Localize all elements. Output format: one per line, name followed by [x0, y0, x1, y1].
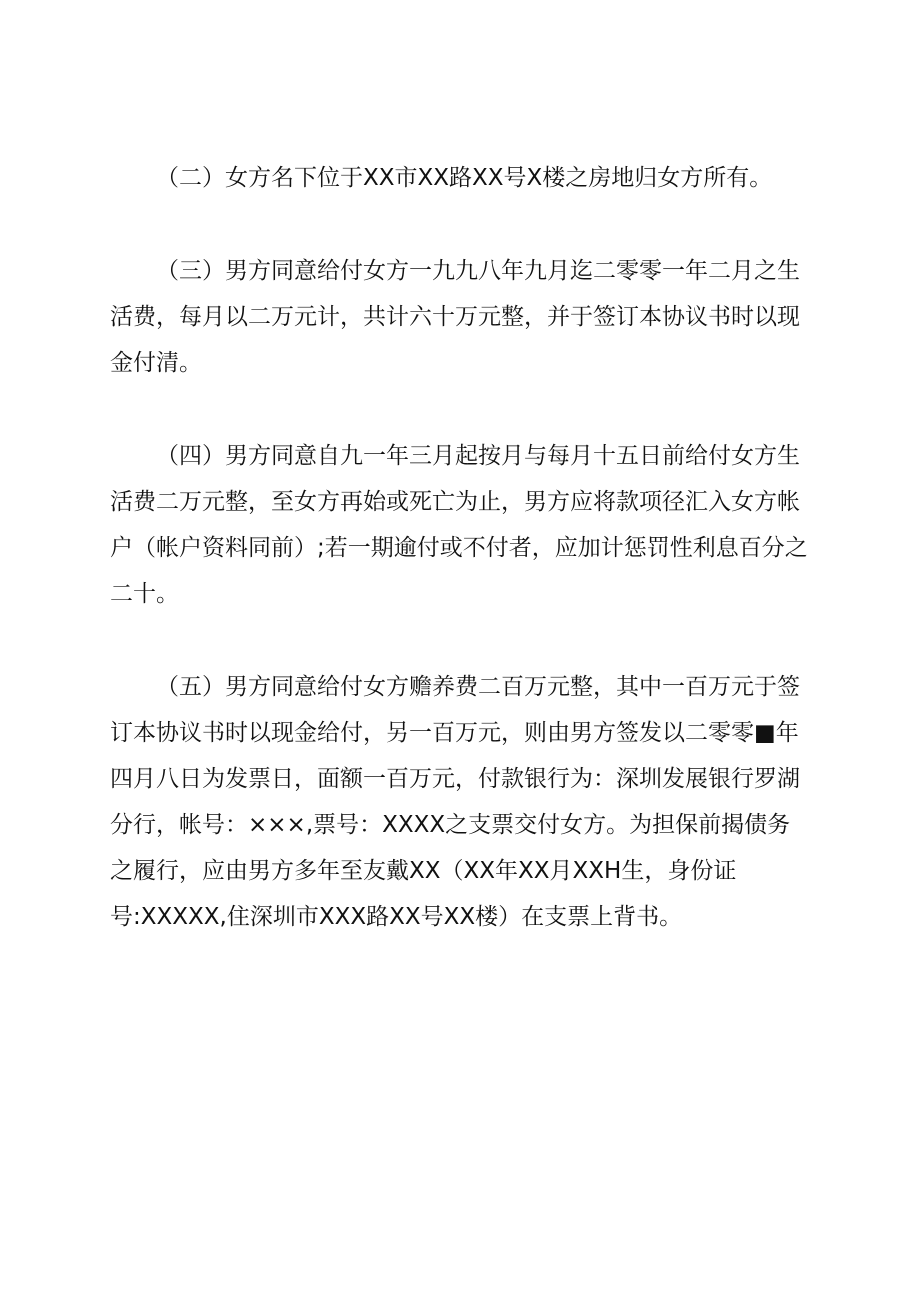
- clause-4-paragraph: [110, 433, 820, 617]
- clause-5-line: 号:XXXXX,住深圳市XXX路XX号XX楼）在支票上背书。: [110, 904, 683, 930]
- clause-2-line: （二）女方名下位于XX市XX路XX号X楼之房地归女方所有。: [156, 165, 773, 191]
- clause-3-paragraph: [110, 248, 820, 386]
- clause-4-line: 二十。: [110, 581, 179, 607]
- clause-4-line: 活费二万元整，至女方再始或死亡为止，男方应将款项径汇入女方帐: [110, 489, 800, 515]
- clause-5-line: 之履行，应由男方多年至友戴XX（XX年XX月XXH生，身份证: [110, 858, 737, 884]
- clause-4-line: 户（帐户资料同前）;若一期逾付或不付者，应加计惩罚性利息百分之: [110, 535, 808, 561]
- clause-5-line: 分行，帐号：×××,票号：XXXX之支票交付女方。为担保前揭债务: [110, 812, 791, 838]
- clause-3-line: （三）男方同意给付女方一九九八年九月迄二零零一年二月之生: [156, 258, 800, 284]
- clause-5-paragraph: [110, 664, 820, 940]
- clause-5-line: 订本协议书时以现金给付，另一百万元，则由男方签发以二零零■年: [110, 720, 799, 746]
- clause-3-line: 活费，每月以二万元计，共计六十万元整，并于签订本协议书时以现: [110, 304, 800, 330]
- clause-5-line: 四月八日为发票日，面额一百万元，付款银行为：深圳发展银行罗湖: [110, 766, 800, 792]
- clause-5-line: （五）男方同意给付女方赡养费二百万元整，其中一百万元于签: [156, 674, 800, 700]
- clause-4-line: （四）男方同意自九一年三月起按月与每月十五日前给付女方生: [156, 443, 800, 469]
- clause-3-line: 金付清。: [110, 350, 202, 376]
- clause-2-paragraph: [110, 155, 820, 201]
